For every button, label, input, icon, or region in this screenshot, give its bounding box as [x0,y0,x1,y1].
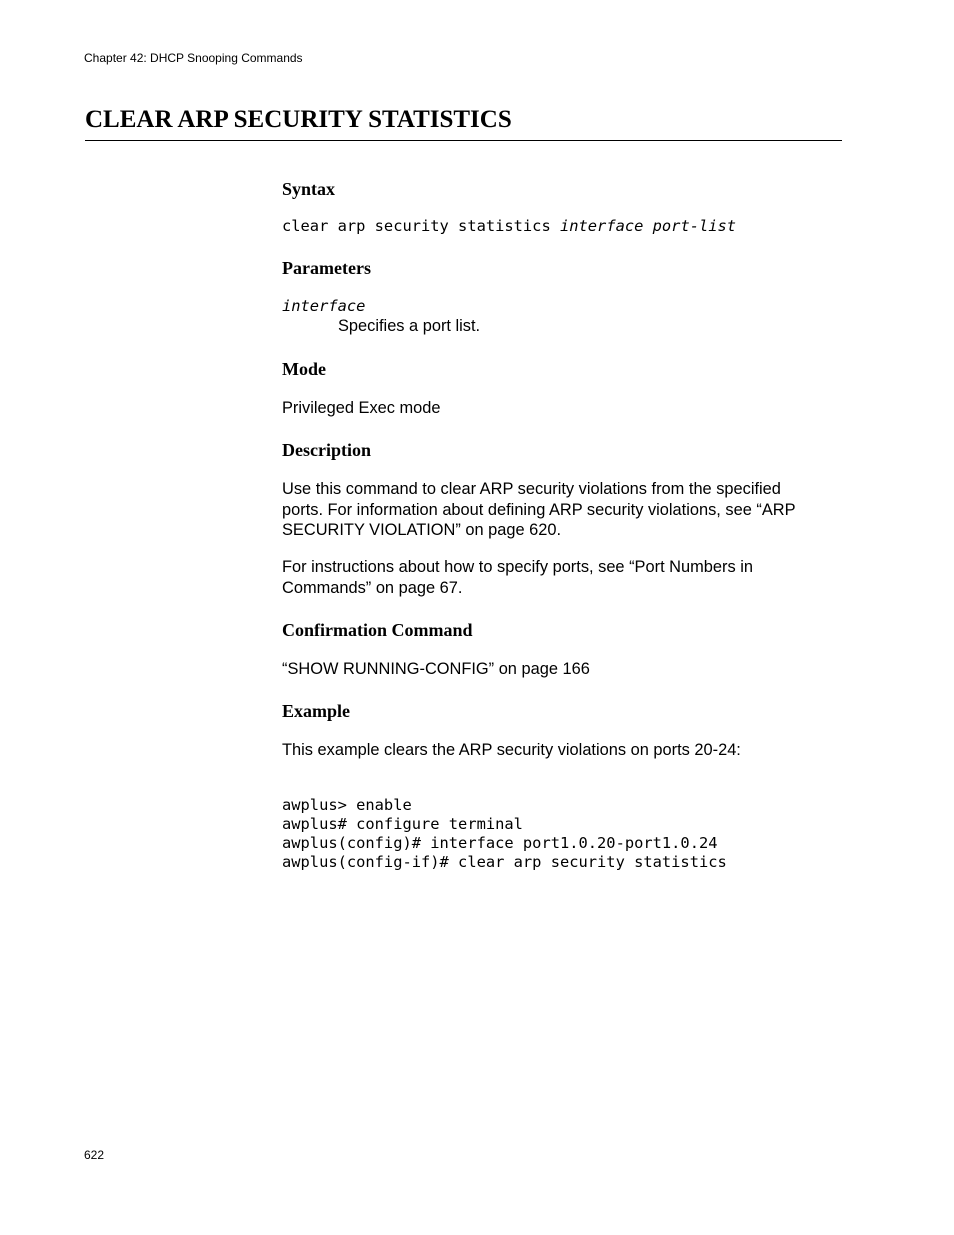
description-paragraph-2 [282,557,753,598]
example-code-line: awplus(config-if)# clear arp security statistics [282,853,727,871]
description-paragraph-1 [282,479,796,541]
confirmation-heading: Confirmation Command [282,620,473,640]
description-p1-line2: ports. For information about defining ARP security violations, see “ARP [282,500,796,519]
syntax-command-args: interface port-list [559,217,737,235]
parameter-name: interface [282,297,366,315]
example-code-line: awplus(config)# interface port1.0.20-port1.0.24 [282,834,718,852]
example-heading: Example [282,701,351,721]
example-code-line: awplus# configure terminal [282,815,523,833]
example-intro: This example clears the ARP security violations on ports 20-24: [282,741,741,759]
page-number: 622 [84,1148,105,1162]
syntax-command-text: clear arp security statistics [282,217,560,235]
syntax-command [282,217,736,236]
mode-text: Privileged Exec mode [282,399,441,417]
title-rule [85,140,842,141]
description-p1-line1: Use this command to clear ARP security violations from the specified [282,480,781,498]
confirmation-text: “SHOW RUNNING-CONFIG” on page 166 [282,660,590,678]
page-title: CLEAR ARP SECURITY STATISTICS [85,106,512,133]
description-p1-line3: SECURITY VIOLATION” on page 620. [282,521,562,539]
description-heading: Description [282,440,371,460]
description-p2-line1: For instructions about how to specify ports, see “Port Numbers in [282,558,753,576]
syntax-heading: Syntax [282,179,336,199]
description-p2-line2: Commands” on page 67. [282,578,463,597]
running-head: Chapter 42: DHCP Snooping Commands [84,51,303,65]
example-code-line: awplus> enable [282,796,412,814]
mode-heading: Mode [282,359,326,379]
example-code-block [282,777,727,891]
parameter-description: Specifies a port list. [338,317,481,335]
parameters-heading: Parameters [282,258,371,278]
